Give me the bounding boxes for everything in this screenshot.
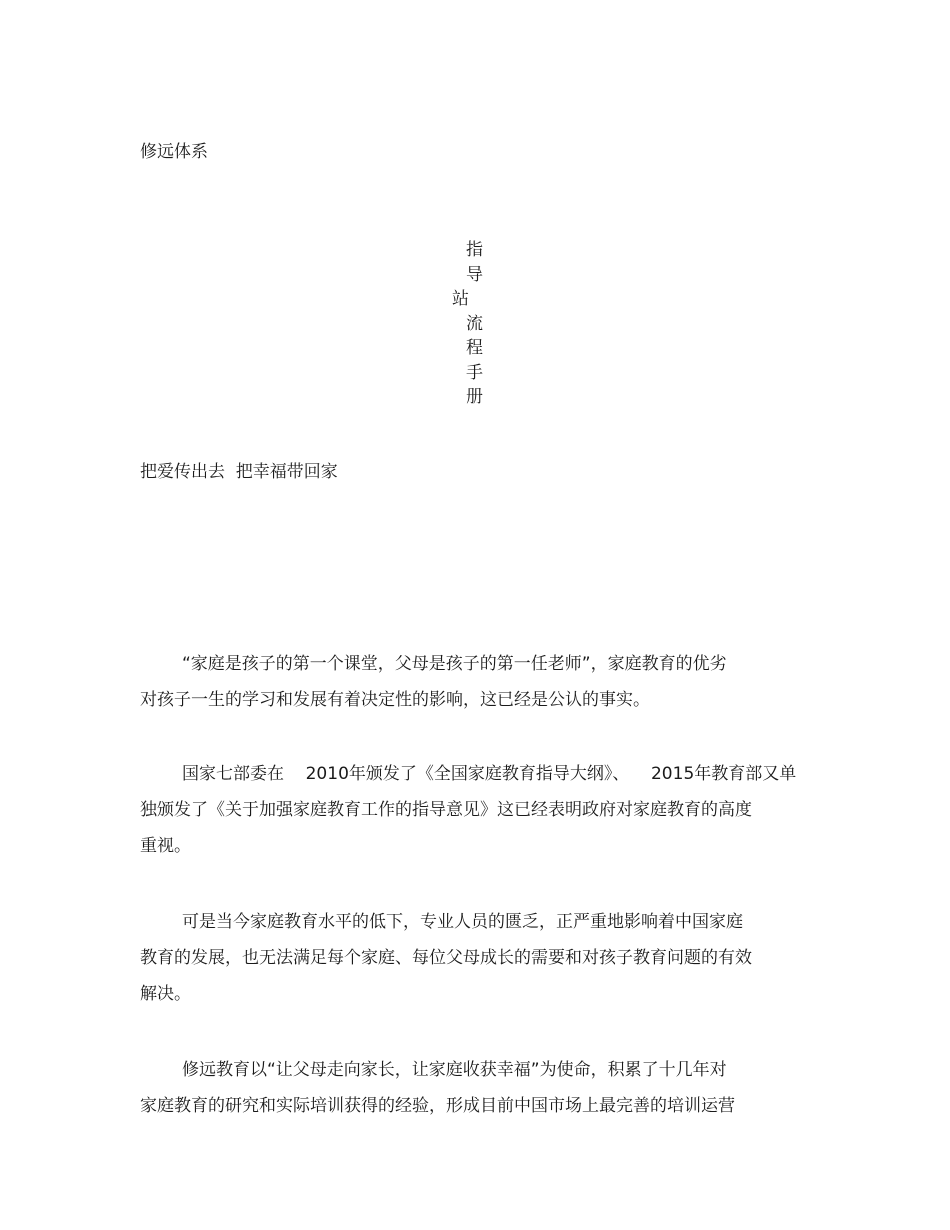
- vertical-document-title: [452, 238, 492, 410]
- title-char: 导: [466, 264, 483, 285]
- title-char: 指: [466, 240, 483, 260]
- paragraph-line: 教育的发展，也无法满足每个家庭、每位父母成长的需要和对孩子教育问题的有效: [140, 948, 752, 968]
- title-char: 流: [466, 313, 483, 334]
- title-char: 手: [466, 362, 483, 383]
- paragraph-line: 解决。: [140, 984, 191, 1004]
- title-char: 册: [466, 387, 483, 407]
- paragraph-line: “家庭是孩子的第一个课堂，父母是孩子的第一任老师”，家庭教育的优劣: [182, 654, 727, 674]
- paragraph-line: 可是当今家庭教育水平的低下，专业人员的匮乏，正严重地影响着中国家庭: [182, 912, 743, 932]
- paragraph-line: 家庭教育的研究和实际培训获得的经验，形成目前中国市场上最完善的培训运营: [140, 1096, 735, 1116]
- paragraph: [140, 1052, 830, 1124]
- paragraph: [140, 646, 830, 718]
- paragraph-line: 重视。: [140, 836, 191, 856]
- paragraph-line: 对孩子一生的学习和发展有着决定性的影响，这已经是公认的事实。: [140, 690, 650, 710]
- paragraph: [140, 756, 830, 864]
- paragraph: [140, 904, 830, 1012]
- slogan: 把爱传出去 把幸福带回家: [140, 462, 338, 482]
- title-char: 程: [466, 338, 483, 358]
- paragraph-line: 修远教育以“让父母走向家长，让家庭收获幸福”为使命，积累了十几年对: [182, 1060, 727, 1080]
- paragraph-line: 国家七部委在 2010年颁发了《全国家庭教育指导大纲》、 2015年教育部又单: [182, 764, 797, 784]
- title-char: 站: [452, 289, 469, 309]
- system-name-label: 修远体系: [140, 142, 208, 162]
- paragraph-line: 独颁发了《关于加强家庭教育工作的指导意见》这已经表明政府对家庭教育的高度: [140, 800, 752, 820]
